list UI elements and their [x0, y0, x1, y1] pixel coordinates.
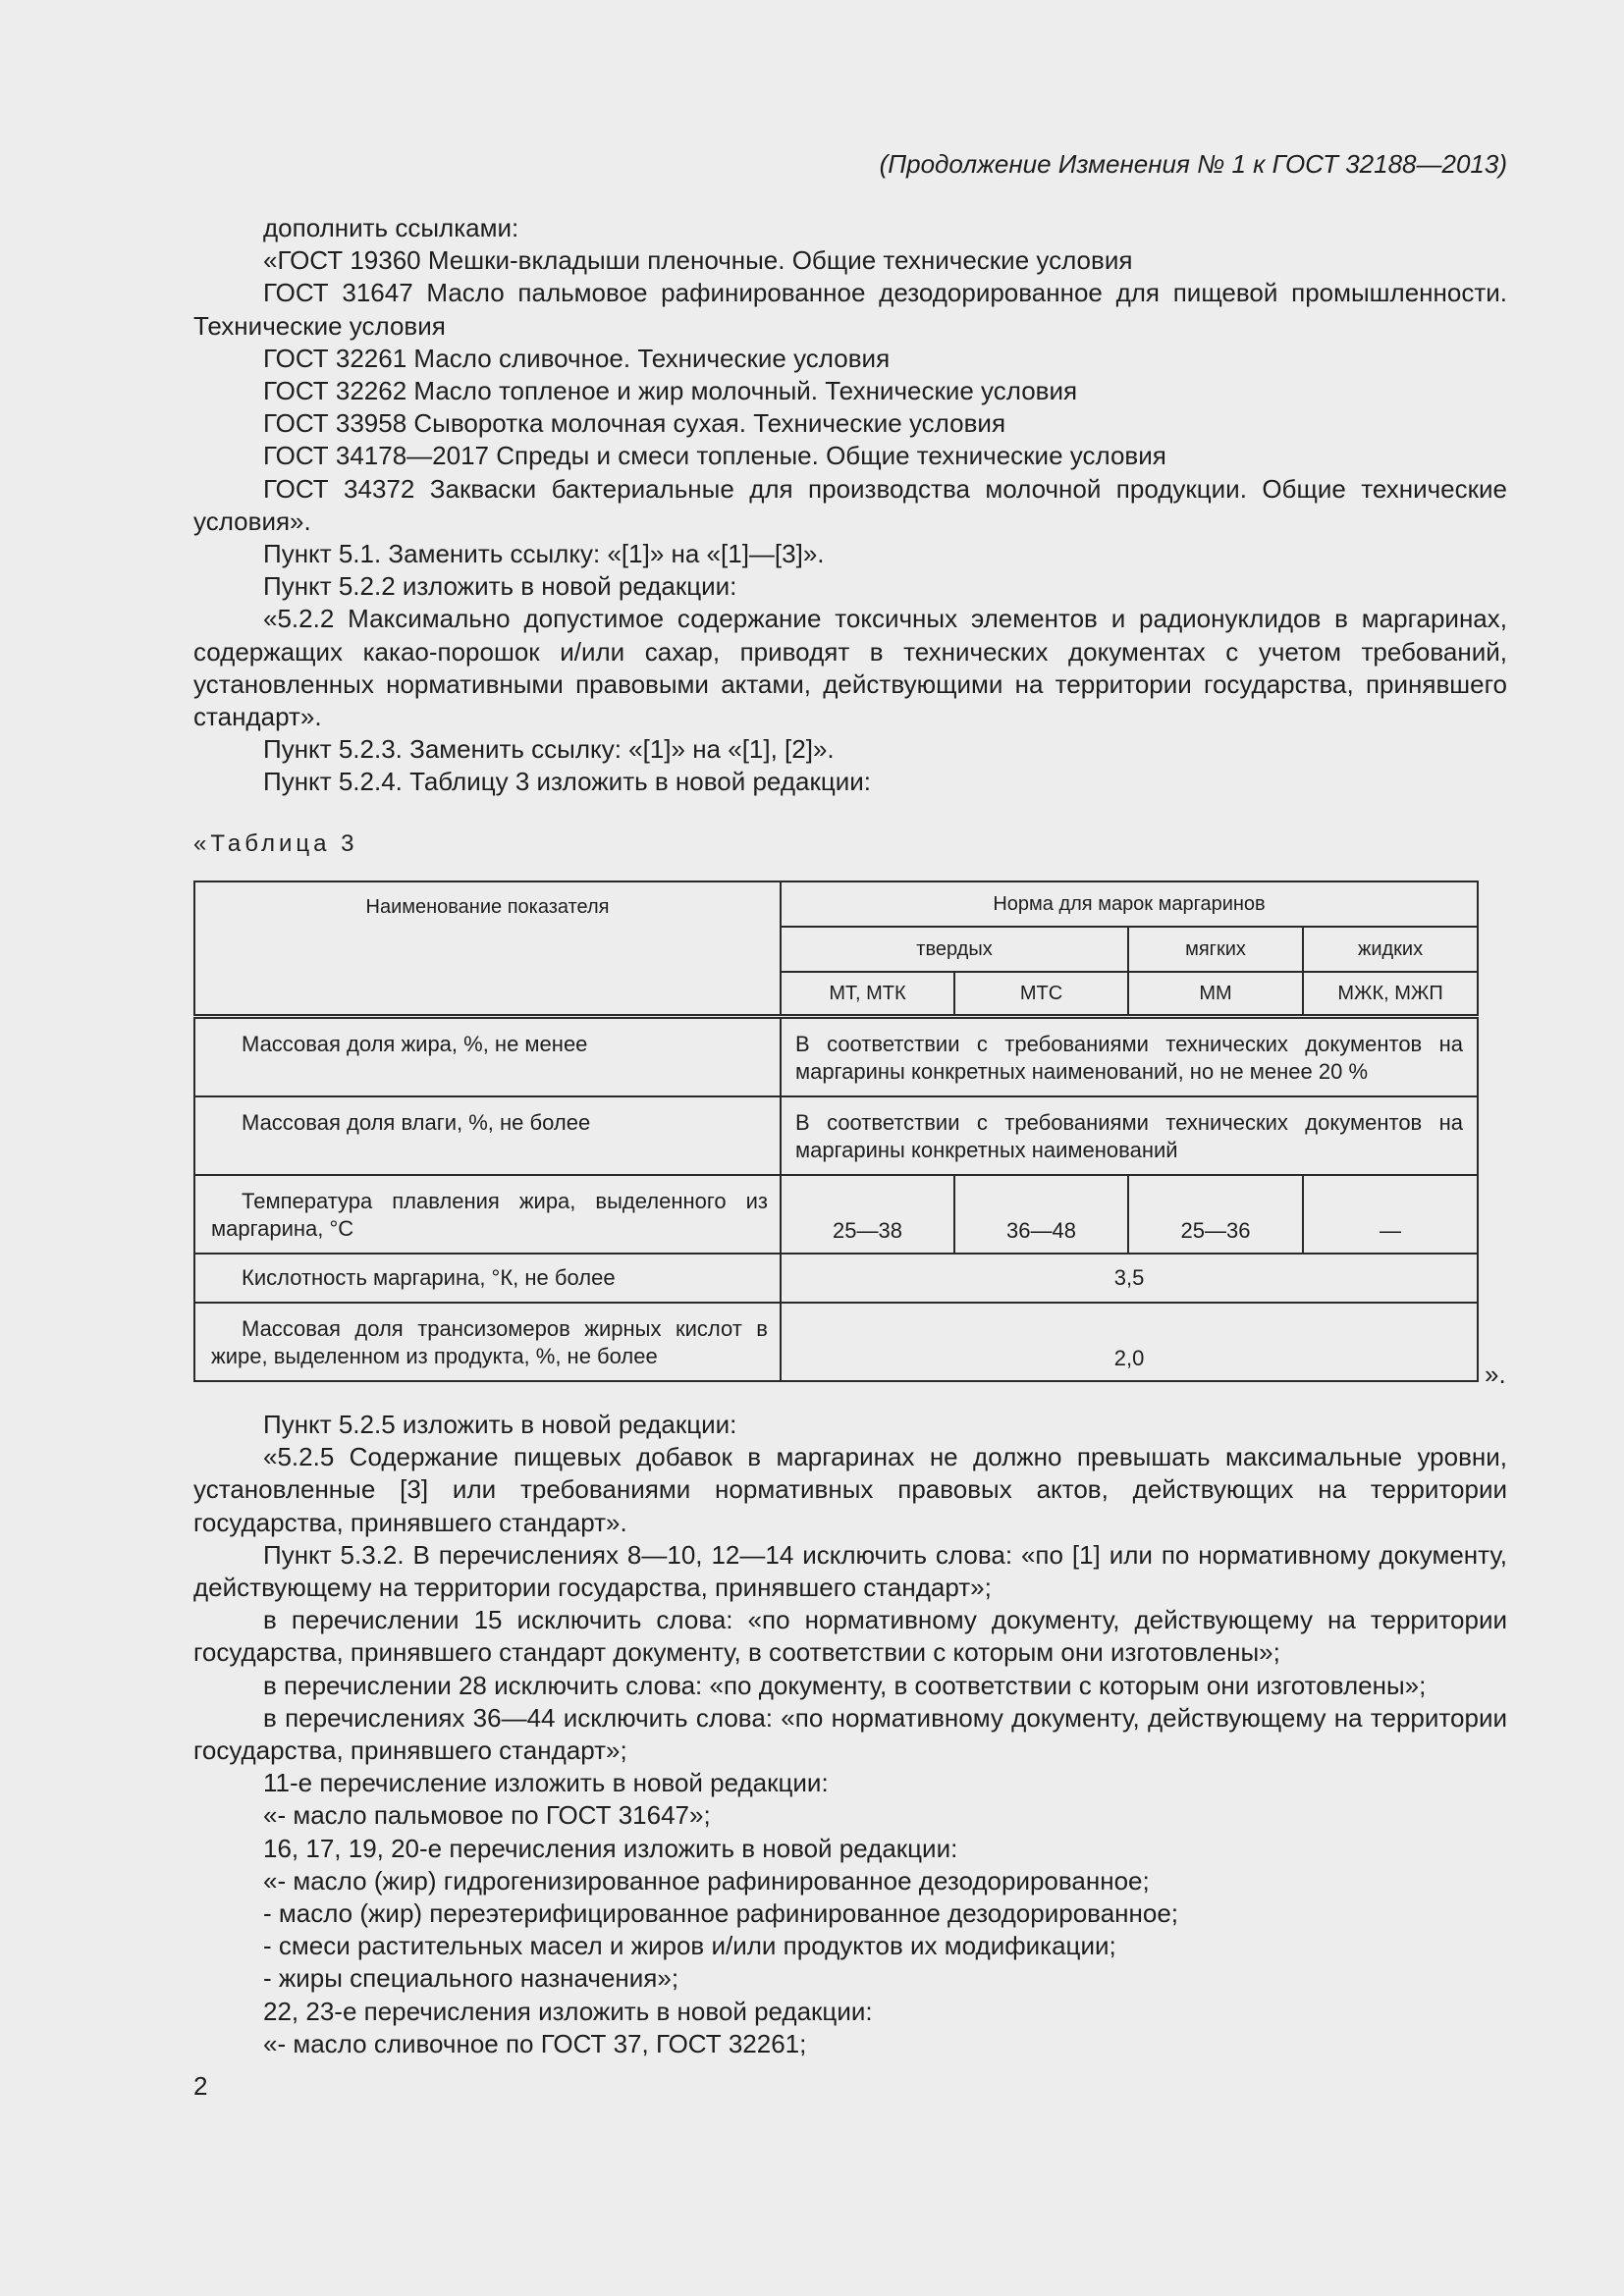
paragraph: Пункт 5.2.2 изложить в новой редакции:: [263, 571, 737, 602]
paragraph: в перечислении 15 исключить слова: «по нормативному документу, действующему на территории государства, принявшего стандарт документу, в соответствии с которым они изготовлены»;: [193, 1605, 1507, 1668]
paragraph: ГОСТ 34372 Закваски бактериальные для производства молочной продукции. Общие технические условия».: [193, 473, 1507, 536]
page-number: 2: [193, 2071, 208, 2101]
indicator-name: Кислотность маргарина, °К, не более: [194, 1254, 781, 1303]
paragraph: «- масло (жир) гидрогенизированное рафинированное дезодорированное;: [263, 1865, 1150, 1896]
paragraph: 11-е перечисление изложить в новой редакции:: [263, 1768, 829, 1798]
paragraph: Пункт 5.2.3. Заменить ссылку: «[1]» на «[1], [2]».: [263, 734, 835, 765]
paragraph: Пункт 5.1. Заменить ссылку: «[1]» на «[1]—[3]».: [263, 539, 825, 569]
body-text-top: [193, 212, 1507, 799]
header-norm-group: Норма для марок маргаринов: [781, 881, 1478, 927]
norm-value: 36—48: [954, 1175, 1128, 1254]
norm-value: В соответствии с требованиями технических документов на маргарины конкретных наименований: [781, 1096, 1478, 1175]
norm-value: —: [1303, 1175, 1478, 1254]
indicator-name: Температура плавления жира, выделенного из маргарина, °С: [194, 1175, 781, 1254]
table-row: [194, 1017, 1478, 1097]
norm-value: 25—38: [781, 1175, 954, 1254]
paragraph: ГОСТ 32261 Масло сливочное. Технические условия: [263, 343, 891, 373]
paragraph: 22, 23-е перечисления изложить в новой редакции:: [263, 1996, 873, 2026]
norm-value: 25—36: [1128, 1175, 1303, 1254]
header-code: ММ: [1128, 972, 1303, 1017]
table-close-mark: ».: [1485, 1360, 1506, 1389]
paragraph: «5.2.5 Содержание пищевых добавок в маргаринах не должно превышать максимальные уровни, установленные [3] или требованиями нормативных правовых актов, действующих на территории государства, принявшего стандарт».: [193, 1442, 1507, 1537]
paragraph: Пункт 5.3.2. В перечислениях 8—10, 12—14 исключить слова: «по [1] или по нормативному документу, действующему на территории государства, принявшего стандарт»;: [193, 1539, 1507, 1603]
paragraph: - жиры специального назначения»;: [263, 1963, 679, 1994]
page-header: (Продолжение Изменения № 1 к ГОСТ 32188—2013): [879, 149, 1507, 179]
paragraph: «- масло сливочное по ГОСТ 37, ГОСТ 32261;: [263, 2028, 807, 2058]
table-row: [194, 1096, 1478, 1175]
paragraph: - масло (жир) переэтерифицированное рафинированное дезодорированное;: [263, 1898, 1179, 1929]
paragraph: в перечислениях 36—44 исключить слова: «по нормативному документу, действующему на территории государства, принявшего стандарт»;: [193, 1702, 1507, 1766]
table-row: [194, 1303, 1478, 1381]
paragraph: ГОСТ 33958 Сыворотка молочная сухая. Технические условия: [263, 408, 1006, 439]
paragraph: 16, 17, 19, 20-е перечисления изложить в новой редакции:: [263, 1833, 958, 1863]
indicator-name: Массовая доля влаги, %, не более: [194, 1096, 781, 1175]
table-row: [194, 1175, 1478, 1254]
table-row: [194, 1254, 1478, 1303]
paragraph: - смеси растительных масел и жиров и/или продуктов их модификации;: [263, 1931, 1116, 1961]
paragraph: ГОСТ 32262 Масло топленое и жир молочный. Технические условия: [263, 376, 1078, 406]
header-code: МТС: [954, 972, 1128, 1017]
indicator-name: Массовая доля жира, %, не менее: [194, 1017, 781, 1097]
header-indicator-name: Наименование показателя: [194, 881, 781, 1017]
header-code: МЖК, МЖП: [1303, 972, 1478, 1017]
paragraph: ГОСТ 31647 Масло пальмовое рафинированное дезодорированное для пищевой промышленности. Технические условия: [193, 278, 1507, 341]
paragraph: Пункт 5.2.5 изложить в новой редакции:: [263, 1410, 737, 1439]
norm-value: В соответствии с требованиями технических документов на маргарины конкретных наименований, но не менее 20 %: [781, 1017, 1478, 1097]
indicator-name: Массовая доля трансизомеров жирных кислот в жире, выделенном из продукта, %, не более: [194, 1303, 781, 1381]
paragraph: «- масло пальмовое по ГОСТ 31647»;: [263, 1800, 711, 1831]
paragraph: Пункт 5.2.4. Таблицу 3 изложить в новой редакции:: [263, 767, 871, 797]
header-code: МТ, МТК: [781, 972, 954, 1017]
norm-value: 2,0: [781, 1303, 1478, 1381]
paragraph: в перечислении 28 исключить слова: «по документу, в соответствии с которым они изготовлены»;: [263, 1670, 1427, 1700]
norm-value: 3,5: [781, 1254, 1478, 1303]
paragraph: «ГОСТ 19360 Мешки-вкладыши пленочные. Общие технические условия: [263, 245, 1133, 276]
paragraph: ГОСТ 34178—2017 Спреды и смеси топленые. Общие технические условия: [263, 441, 1166, 471]
paragraph: «5.2.2 Максимально допустимое содержание токсичных элементов и радионуклидов в маргаринах, содержащих какао-порошок и/или сахар, приводят в технических документах с учетом требований, установленных нормативными правовыми актами, действующими на территории государства, принявшего стандарт».: [193, 604, 1507, 732]
body-text-bottom: [193, 1409, 1507, 2060]
header-sub-soft: мягких: [1128, 927, 1303, 972]
norm-table: [193, 881, 1479, 1382]
header-sub-liquid: жидких: [1303, 927, 1478, 972]
paragraph: дополнить ссылками:: [263, 213, 519, 242]
header-sub-solid: твердых: [781, 927, 1128, 972]
table-caption: «Таблица 3: [193, 830, 358, 857]
